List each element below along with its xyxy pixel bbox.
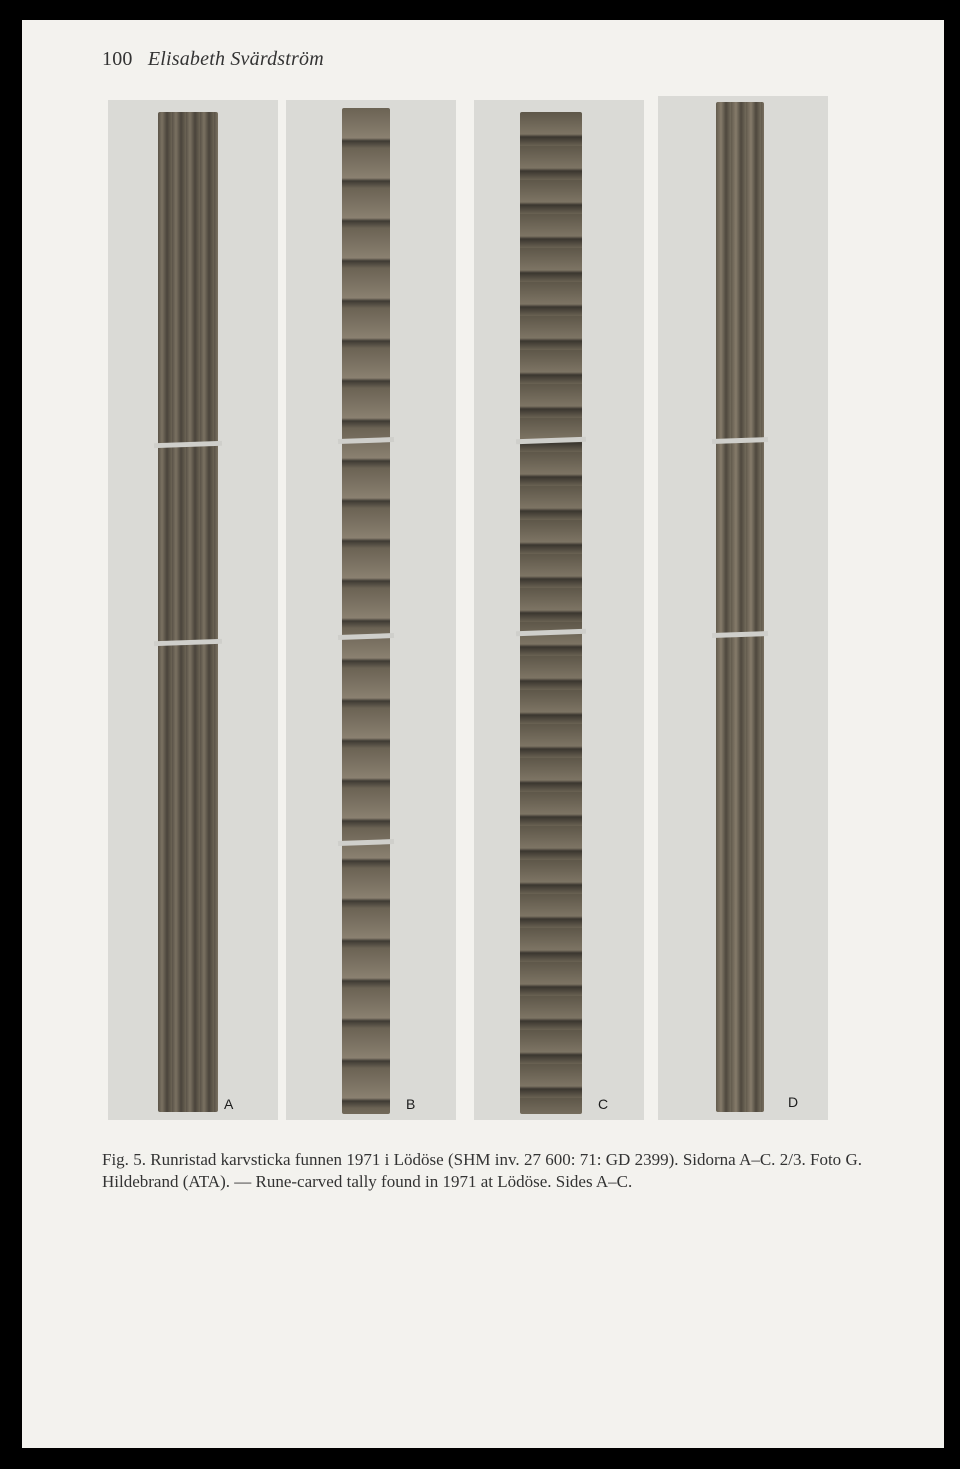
tally-stick-c <box>520 112 582 1114</box>
tally-stick-d <box>716 102 764 1112</box>
panel-letter-a: A <box>224 1096 234 1112</box>
author-name: Elisabeth Svärdström <box>147 48 324 70</box>
tally-stick-b <box>342 108 390 1114</box>
tally-stick-a <box>158 112 218 1112</box>
document-page <box>22 20 944 1448</box>
figure-panel-a <box>108 100 278 1120</box>
page-number: 100 <box>102 48 133 70</box>
panel-letter-b: B <box>406 1096 416 1112</box>
panel-letter-c: C <box>598 1096 609 1112</box>
caption-swedish: Fig. 5. Runristad karvsticka funnen 1971 i Lödöse (SHM inv. 27 600: 71: GD 2399). Sidorna A–C. 2/3. Foto G. Hildebrand (ATA). <box>102 1150 862 1191</box>
figure-panel-b <box>286 100 456 1120</box>
panel-letter-d: D <box>788 1094 799 1110</box>
figure-caption <box>102 1149 862 1193</box>
figure-panel-c <box>474 100 644 1120</box>
figure-panel-d <box>658 96 828 1120</box>
caption-english: Rune-carved tally found in 1971 at Lödöse. Sides A–C. <box>255 1172 633 1191</box>
running-header <box>102 48 324 71</box>
caption-separator: — <box>230 1172 256 1191</box>
